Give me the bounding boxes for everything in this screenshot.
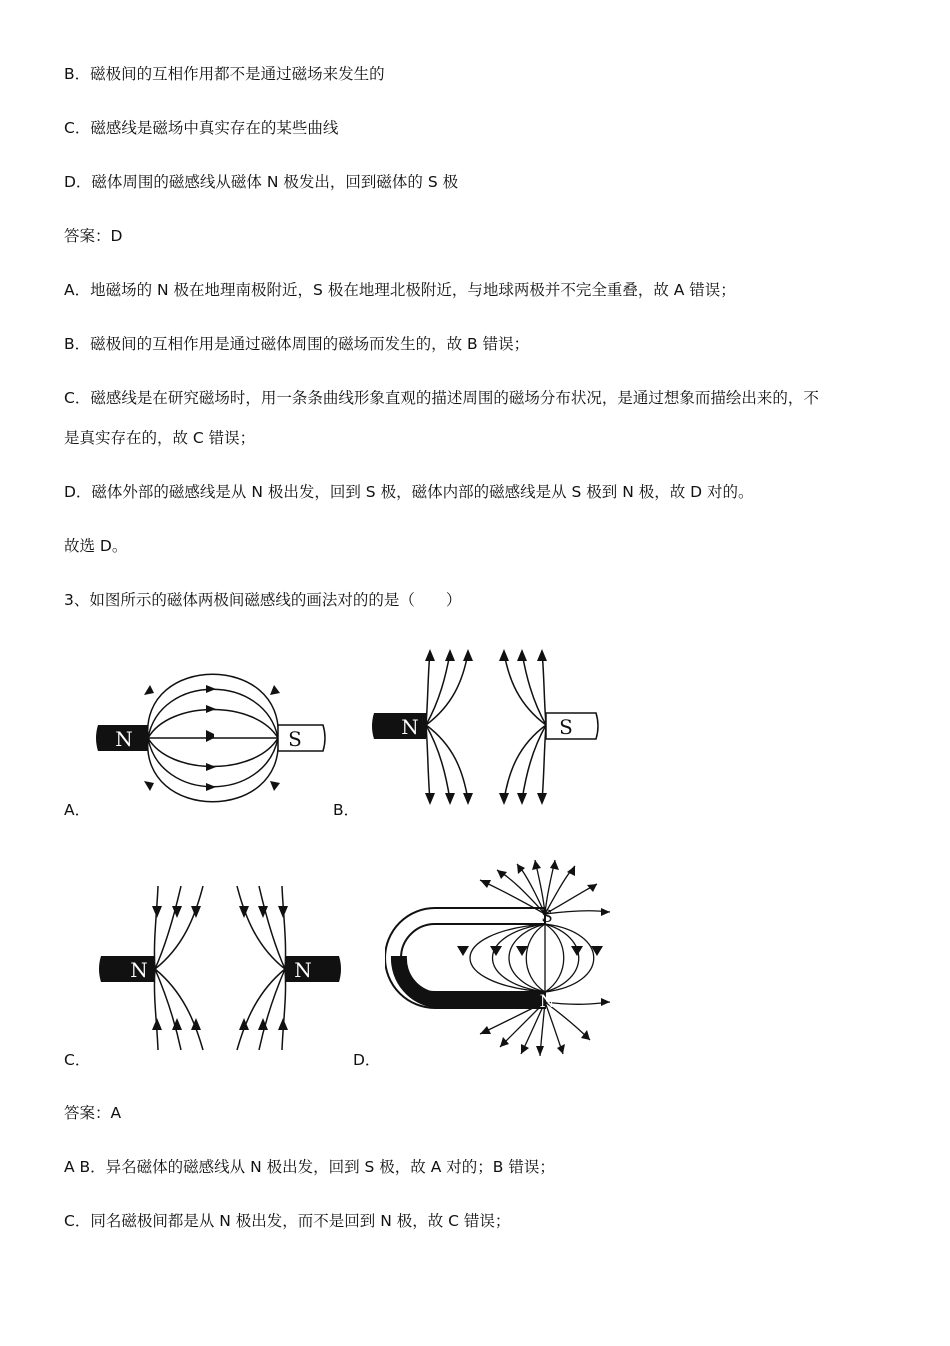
figure-c-arrows bbox=[152, 906, 288, 1030]
figure-d-s-label: S bbox=[541, 907, 553, 927]
figure-c-diagram bbox=[95, 882, 345, 1054]
figure-d-inner-field-lines bbox=[470, 924, 594, 992]
explanation-b: B．磁极间的互相作用是通过磁体周围的磁场而发生的，故 B 错误； bbox=[64, 335, 530, 353]
figure-b-arrows bbox=[425, 649, 547, 805]
figure-d-n-label: N bbox=[539, 992, 555, 1012]
conclusion-text: 故选 D。 bbox=[64, 537, 128, 555]
explanation-a: A．地磁场的 N 极在地理南极附近，S 极在地理北极附近，与地球两极并不完全重叠，故 A 错误； bbox=[64, 281, 736, 299]
figure-a-label: A． bbox=[64, 801, 91, 819]
figure-b-s-label: S bbox=[559, 715, 573, 739]
explanation-d: D．磁体外部的磁感线是从 N 极出发，回到 S 极，磁体内部的磁感线是从 S 极到 N 极，故 D 对的。 bbox=[64, 483, 754, 501]
figure-b-diagram bbox=[368, 645, 603, 810]
figure-a-s-label: S bbox=[288, 727, 302, 751]
figure-c-left-n-label: N bbox=[130, 958, 148, 982]
option-d-text: D．磁体周围的磁感线从磁体 N 极发出，回到磁体的 S 极 bbox=[64, 173, 459, 191]
figure-d-diagram bbox=[385, 852, 620, 1062]
figure-b-label: B． bbox=[333, 801, 360, 819]
explanation-ab: A B．异名磁体的磁感线从 N 极出发，回到 S 极，故 A 对的；B 错误； bbox=[64, 1158, 555, 1176]
figure-d-label: D． bbox=[353, 1051, 381, 1069]
figure-c-label: C． bbox=[64, 1051, 91, 1069]
figure-c-right-n-label: N bbox=[294, 958, 312, 982]
figure-b-field-lines bbox=[426, 653, 546, 800]
explanation-c-line1: C．磁感线是在研究磁场时，用一条条曲线形象直观的描述周围的磁场分布状况，是通过想象而描绘出来的，不 bbox=[64, 389, 819, 407]
figure-b-n-label: N bbox=[401, 715, 419, 739]
answer-2-text: 答案：A bbox=[64, 1104, 122, 1122]
figure-a-n-label: N bbox=[115, 727, 133, 751]
question-3-stem: 3、如图所示的磁体两极间磁感线的画法对的的是（ ） bbox=[64, 591, 462, 609]
option-b-text: B．磁极间的互相作用都不是通过磁场来发生的 bbox=[64, 65, 385, 83]
option-c-text: C．磁感线是磁场中真实存在的某些曲线 bbox=[64, 119, 339, 137]
figure-d-dark-half bbox=[391, 956, 545, 1008]
answer-text: 答案：D bbox=[64, 227, 123, 245]
explanation-c-line2: 是真实存在的，故 C 错误； bbox=[64, 429, 256, 447]
figure-a-diagram bbox=[90, 655, 335, 820]
explanation-c-2: C．同名磁极间都是从 N 极出发，而不是回到 N 极，故 C 错误； bbox=[64, 1212, 511, 1230]
